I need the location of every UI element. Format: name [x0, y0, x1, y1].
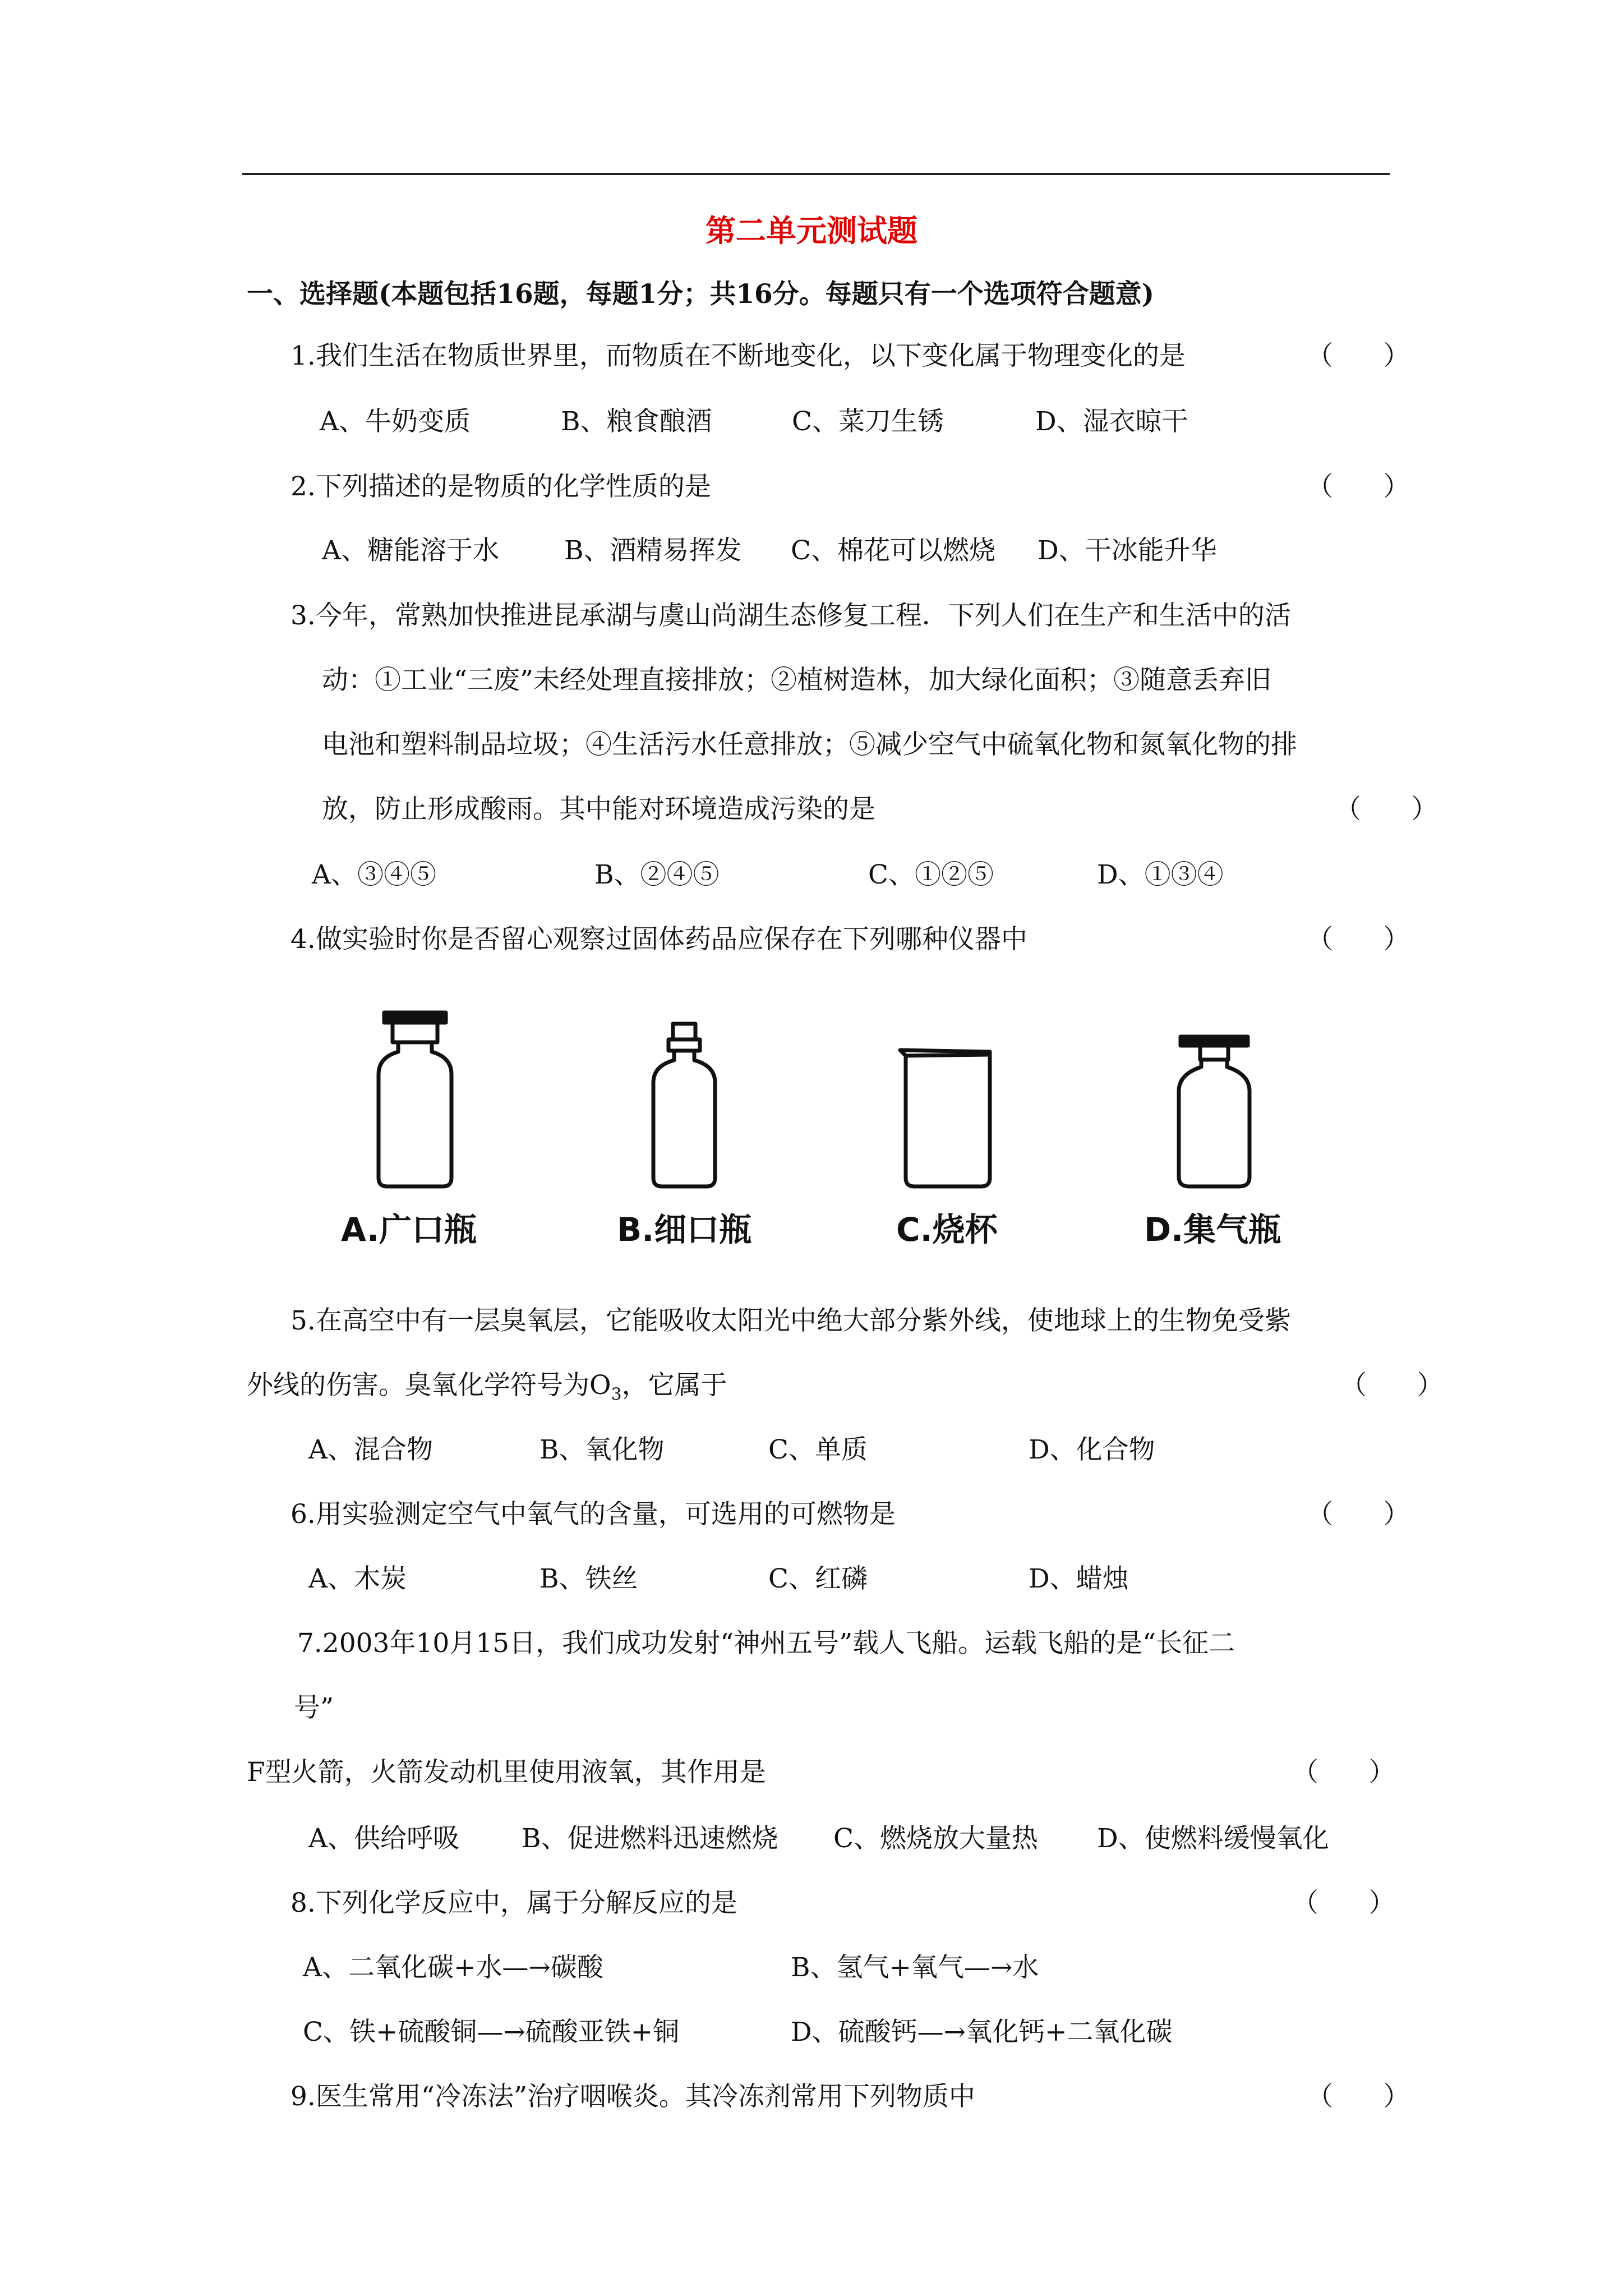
header-rule [242, 173, 1390, 175]
question-6-answer-bracket: （ ） [1307, 1499, 1410, 1530]
question-3-option-c: C、①②⑤ [868, 859, 994, 890]
question-7-option-a: A、供给呼吸 [308, 1823, 459, 1854]
question-8-stem: 8.下列化学反应中，属于分解反应的是 [291, 1888, 737, 1918]
question-2-option-b: B、酒精易挥发 [564, 535, 742, 566]
question-1-answer-bracket: （ ） [1307, 341, 1410, 371]
question-5-option-a: A、混合物 [308, 1434, 433, 1465]
question-3-line-1: 3.今年，常熟加快推进昆承湖与虞山尚湖生态修复工程．下列人们在生产和生活中的活 [291, 600, 1291, 631]
question-3-option-b: B、②④⑤ [594, 859, 720, 890]
question-2-option-c: C、棉花可以燃烧 [791, 535, 995, 566]
question-4-stem: 4.做实验时你是否留心观察过固体药品应保存在下列哪种仪器中 [291, 924, 1027, 955]
question-7-option-b: B、促进燃料迅速燃烧 [522, 1823, 778, 1854]
question-3-line-3: 电池和塑料制品垃圾；④生活污水任意排放；⑤减少空气中硫氧化物和氮氧化物的排 [322, 729, 1297, 760]
question-6-option-d: D、蜡烛 [1029, 1563, 1129, 1594]
question-7-line-2: 号” [294, 1692, 334, 1723]
question-6-option-c: C、红磷 [768, 1563, 868, 1594]
question-7-line-1: 7.2003年10月15日，我们成功发射“神州五号”载人飞船。运载飞船的是“长征二 [297, 1628, 1235, 1659]
question-5-line-1: 5.在高空中有一层臭氧层，它能吸收太阳光中绝大部分紫外线，使地球上的生物免受紫 [291, 1305, 1291, 1336]
question-6-option-b: B、铁丝 [540, 1563, 638, 1594]
question-6-stem: 6.用实验测定空气中氧气的含量，可选用的可燃物是 [291, 1499, 896, 1530]
question-8-option-d: D、硫酸钙—→氧化钙+二氧化碳 [791, 2017, 1173, 2047]
question-2-option-a: A、糖能溶于水 [322, 535, 499, 566]
question-3-option-a: A、③④⑤ [312, 859, 436, 890]
wide-mouth-bottle-icon [379, 1013, 451, 1186]
question-4-answer-bracket: （ ） [1307, 924, 1410, 955]
question-3-line-4: 放，防止形成酸雨。其中能对环境造成污染的是 [322, 794, 875, 825]
question-5-answer-bracket: （ ） [1340, 1370, 1444, 1401]
question-9-stem: 9.医生常用“冷冻法”治疗咽喉炎。其冷冻剂常用下列物质中 [291, 2081, 975, 2112]
question-5-option-d: D、化合物 [1029, 1434, 1155, 1465]
question-5-line-2: 外线的伤害。臭氧化学符号为$O_3$，它属于 [247, 1370, 727, 1405]
question-7-answer-bracket: （ ） [1292, 1757, 1395, 1788]
caption-b: B.细口瓶 [617, 1211, 752, 1249]
question-8-option-b: B、氢气+氧气—→水 [791, 1952, 1039, 1983]
question-1-option-d: D、湿衣晾干 [1035, 406, 1188, 437]
gas-bottle-icon [1179, 1037, 1249, 1186]
caption-a: A.广口瓶 [341, 1211, 477, 1249]
question-6-option-a: A、木炭 [308, 1563, 407, 1594]
question-9-answer-bracket: （ ） [1307, 2081, 1410, 2112]
caption-d: D.集气瓶 [1144, 1211, 1281, 1249]
beaker-icon [900, 1050, 990, 1186]
question-2-stem: 2.下列描述的是物质的化学性质的是 [291, 471, 711, 502]
question-5-option-b: B、氧化物 [540, 1434, 665, 1465]
question-2-answer-bracket: （ ） [1307, 471, 1410, 502]
question-8-option-a: A、二氧化碳+水—→碳酸 [303, 1952, 603, 1983]
question-7-option-c: C、燃烧放大量热 [833, 1823, 1038, 1854]
question-2-option-d: D、干冰能升华 [1038, 535, 1217, 566]
question-7-option-d: D、使燃料缓慢氧化 [1097, 1823, 1329, 1854]
question-1-stem: 1.我们生活在物质世界里，而物质在不断地变化，以下变化属于物理变化的是 [291, 341, 1186, 371]
apparatus-figure [292, 999, 1357, 1262]
question-1-option-c: C、菜刀生锈 [792, 406, 944, 437]
page-title: 第二单元测试题 [706, 213, 917, 249]
question-3-answer-bracket: （ ） [1335, 794, 1438, 825]
question-8-option-c: C、铁+硫酸铜—→硫酸亚铁+铜 [303, 2017, 680, 2047]
question-3-line-2: 动：①工业“三废”未经处理直接排放；②植树造林，加大绿化面积；③随意丢弃旧 [322, 665, 1272, 696]
question-8-answer-bracket: （ ） [1292, 1888, 1395, 1918]
section-heading: 一、选择题(本题包括16题，每题1分；共16分。每题只有一个选项符合题意) [247, 279, 1154, 310]
question-1-option-a: A、牛奶变质 [320, 406, 471, 437]
question-3-option-d: D、①③④ [1097, 859, 1224, 890]
caption-c: C.烧杯 [896, 1211, 998, 1249]
narrow-mouth-bottle-icon [653, 1024, 715, 1186]
question-1-option-b: B、粮食酿酒 [561, 406, 712, 437]
question-7-line-3: F型火箭，火箭发动机里使用液氧，其作用是 [247, 1757, 766, 1788]
question-5-option-c: C、单质 [768, 1434, 868, 1465]
